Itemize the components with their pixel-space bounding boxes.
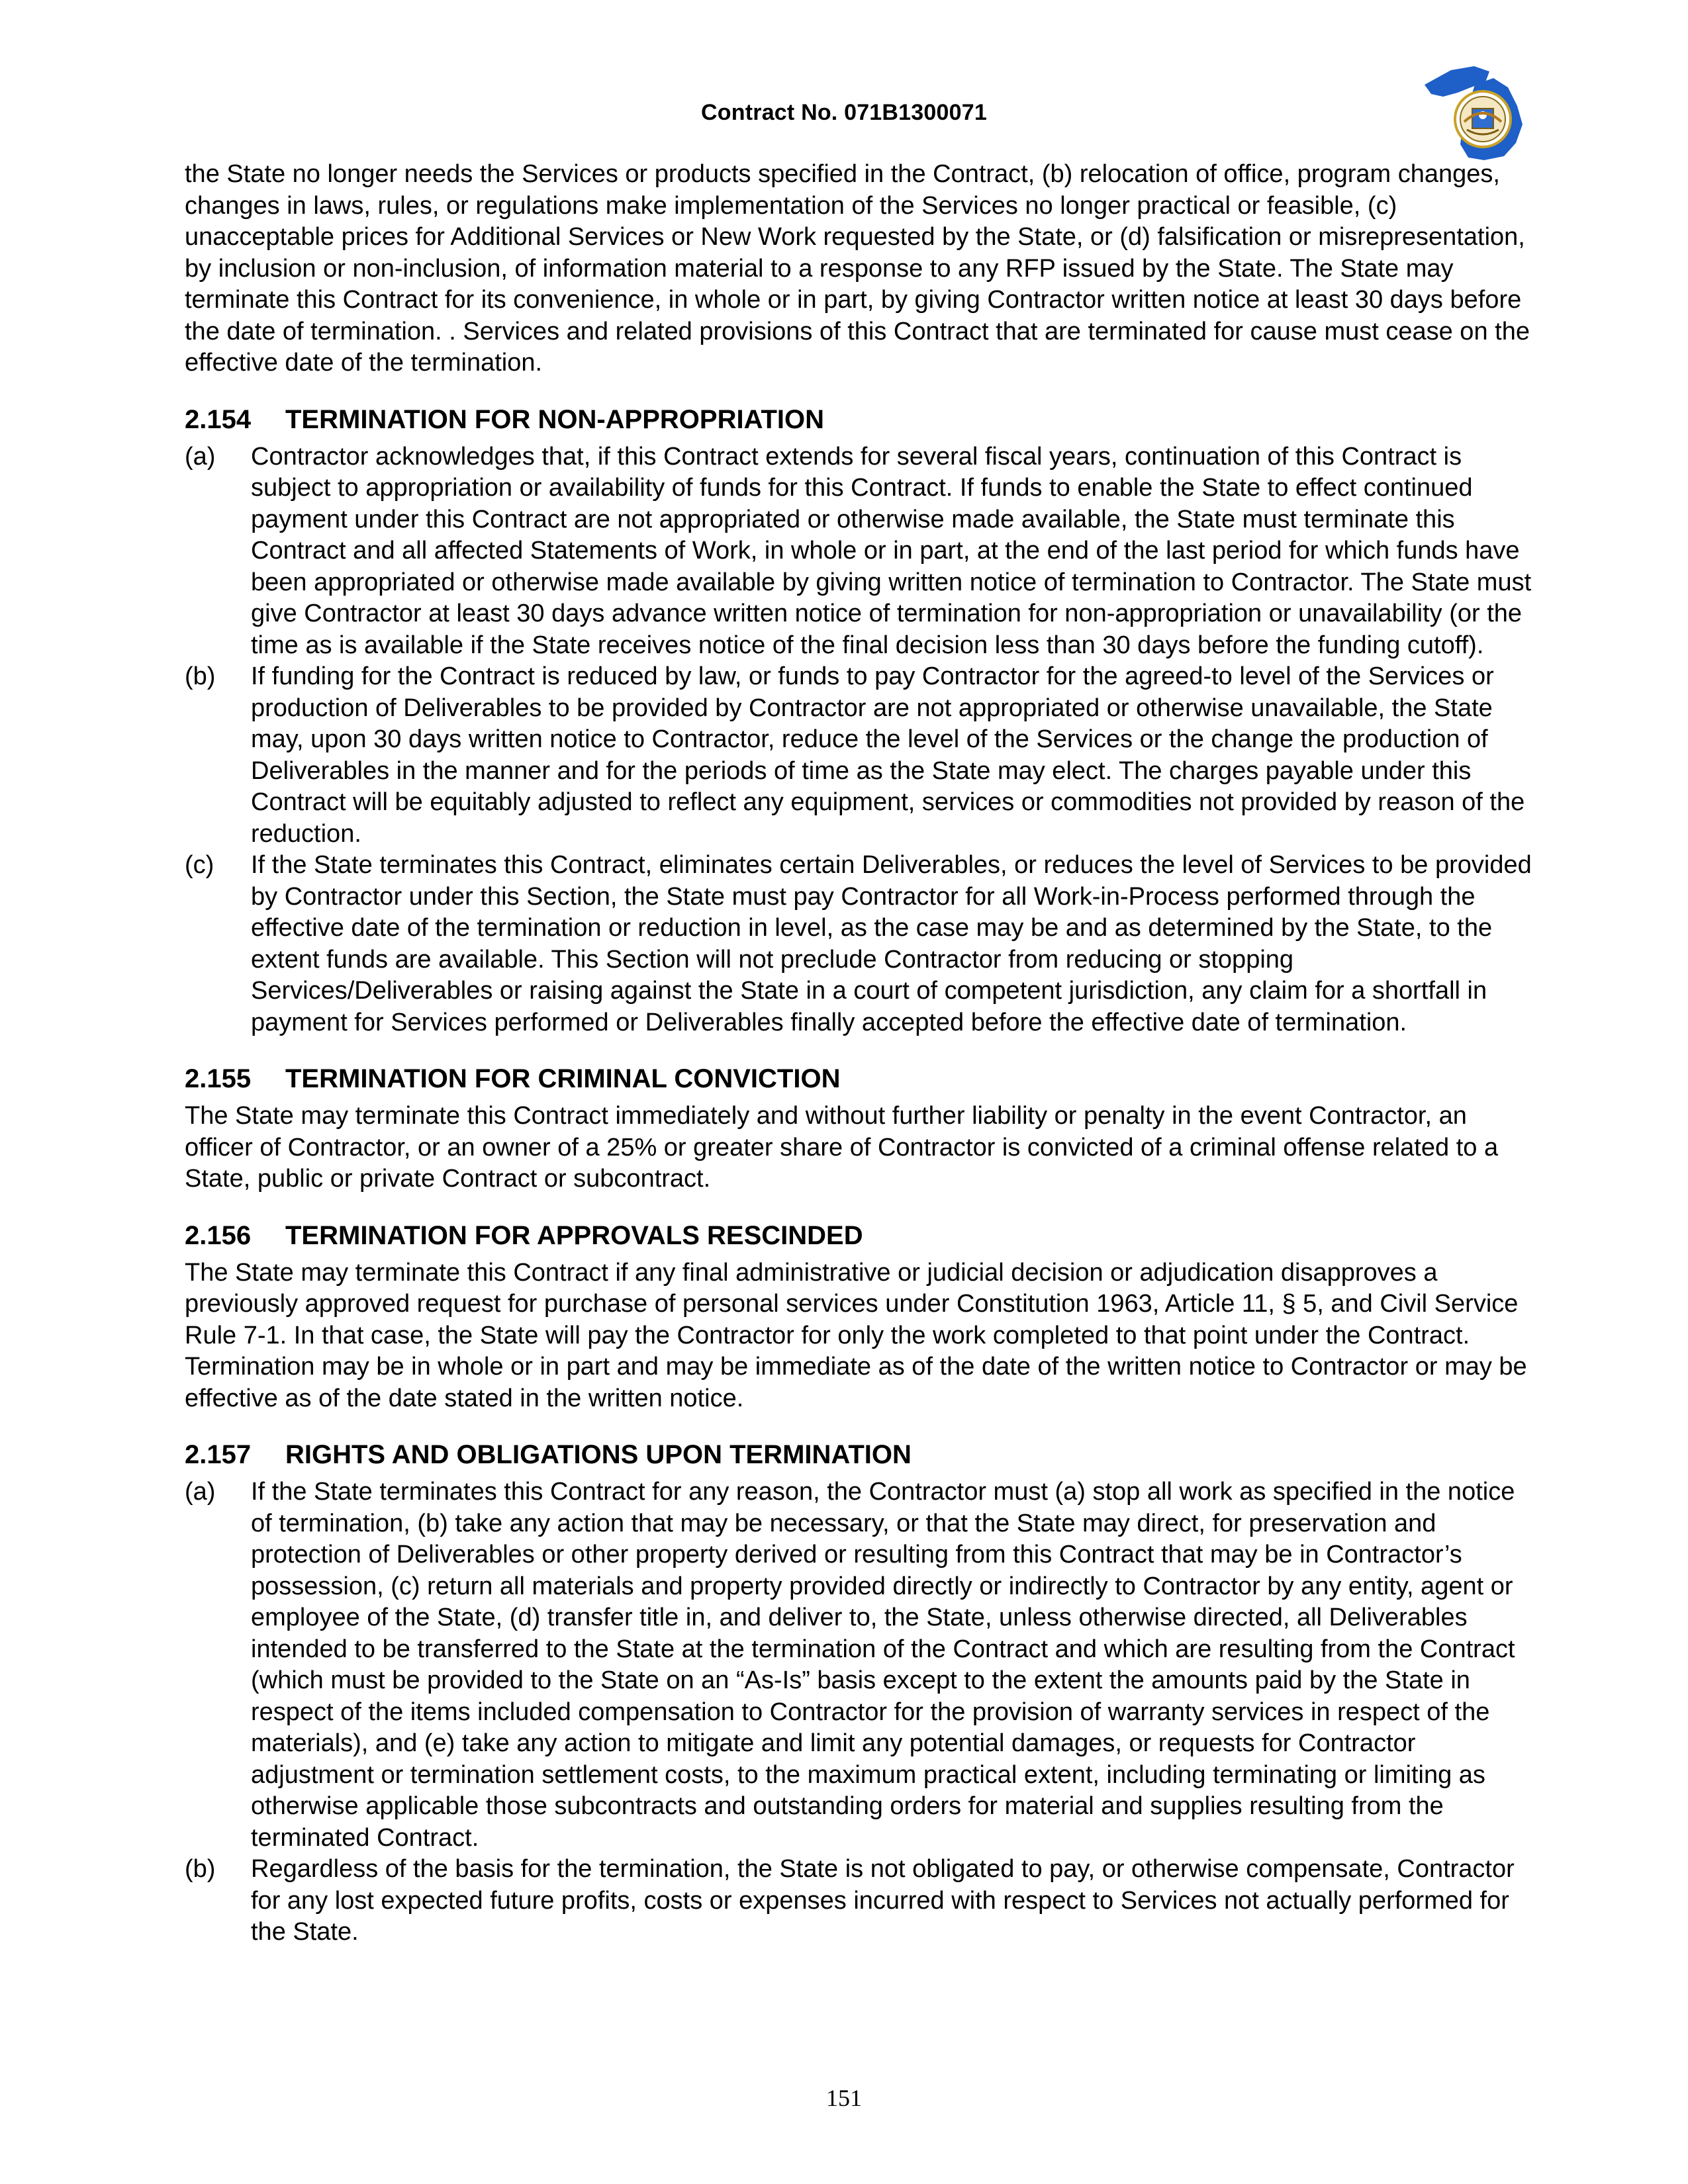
section-title: TERMINATION FOR NON-APPROPRIATION [285, 404, 825, 434]
section-title: TERMINATION FOR APPROVALS RESCINDED [285, 1220, 863, 1250]
section-body: The State may terminate this Contract if any final administrative or judicial decision or adjudication disapproves a previously approved request for purchase of personal services under Constitution 1963, Article 11, § 5, and Civil Service Rule 7-1. In that case, the State will pay the Contractor for only the work completed to that point under the Contract. Termination may be in whole or in part and may be immediate as of the date of the written notice to Contractor or may be effective as of the date stated in the written notice. [185, 1258, 1527, 1412]
list-item-text: Contractor acknowledges that, if this Contract extends for several fiscal years, continuation of this Contract is subject to appropriation or availability of funds for this Contract. If funds to enable the State to effect continued payment under this Contract are not appropriated or otherwise made available, the State must terminate this Contract and all affected Statements of Work, in whole or in part, at the end of the last period for which funds have been appropriated or otherwise made available by giving written notice of termination to Contractor. The State must give Contractor at least 30 days advance written notice of termination for non-appropriation or unavailability (or the time as is available if the State receives notice of the final decision less than 30 days before the funding cutoff). [251, 442, 1532, 659]
list-marker: (a) [185, 442, 216, 471]
list-marker: (b) [185, 1855, 216, 1883]
intro-paragraph: the State no longer needs the Services or products specified in the Contract, (b) relocation of office, program changes, changes in laws, rules, or regulations make implementation of the Services no longer practical or feasible, (c) unacceptable prices for Additional Services or New Work requested by the State, or (d) falsification or misrepresentation, by inclusion or non-inclusion, of information material to a response to any RFP issued by the State. The State may terminate this Contract for its convenience, in whole or in part, by giving Contractor written notice at least 30 days before the date of termination. . Services and related provisions of this Contract that are terminated for cause must cease on the effective date of the termination. [185, 160, 1530, 377]
contract-number-header: Contract No. 071B1300071 [701, 100, 987, 125]
section-heading-2-157 [185, 1438, 1535, 1471]
list-marker: (b) [185, 662, 216, 690]
list-item [185, 1854, 1535, 1948]
list-item [185, 441, 1535, 662]
list-item-text: If the State terminates this Contract for any reason, the Contractor must (a) stop all work as specified in the notice of termination, (b) take any action that may be necessary, or that the State may direct, for preservation and protection of Deliverables or other property derived or resulting from this Contract that may be in Contractor’s possession, (c) return all materials and property provided directly or indirectly to Contractor by any entity, agent or employee of the State, (d) transfer title in, and deliver to, the State, unless otherwise directed, all Deliverables intended to be transferred to the State at the termination of the Contract and which are resulting from the Contract (which must be provided to the State on an “As-Is” basis except to the extent the amounts paid by the State in respect of the items included compensation to Contractor for the provision of warranty services in respect of the materials), and (e) take any action to mitigate and limit any potential damages, or requests for Contractor adjustment or termination settlement costs, to the maximum practical extent, including terminating or limiting as otherwise applicable those subcontracts and outstanding orders for material and supplies resulting from the terminated Contract. [251, 1478, 1515, 1852]
list-item [185, 1477, 1535, 1854]
section-number: 2.154 [185, 404, 252, 434]
list-item-text: Regardless of the basis for the termination, the State is not obligated to pay, or otherwise compensate, Contractor for any lost expected future profits, costs or expenses incurred with respect to Services not actually performed for the State. [251, 1855, 1515, 1946]
contract-body [185, 159, 1535, 1948]
section-body: The State may terminate this Contract immediately and without further liability or penalty in the event Contractor, an officer of Contractor, or an owner of a 25% or greater share of Contractor is convicted of a criminal offense related to a State, public or private Contract or subcontract. [185, 1102, 1499, 1193]
list-item [185, 661, 1535, 850]
section-title: TERMINATION FOR CRIMINAL CONVICTION [285, 1064, 841, 1093]
section-heading-2-156 [185, 1219, 1535, 1252]
section-number: 2.156 [185, 1220, 252, 1250]
section-title: RIGHTS AND OBLIGATIONS UPON TERMINATION [285, 1440, 912, 1469]
list-marker: (a) [185, 1478, 216, 1506]
page-number: 151 [826, 2085, 862, 2111]
list-item-text: If funding for the Contract is reduced by law, or funds to pay Contractor for the agreed-to level of the Services or production of Deliverables to be provided by Contractor are not appropriated or otherwise unavailable, the State may, upon 30 days written notice to Contractor, reduce the level of the Services or the change the production of Deliverables in the manner and for the periods of time as the State may elect. The charges payable under this Contract will be equitably adjusted to reflect any equipment, services or commodities not provided by reason of the reduction. [251, 662, 1525, 848]
section-heading-2-155 [185, 1062, 1535, 1095]
section-heading-2-154 [185, 403, 1535, 436]
list-item [185, 850, 1535, 1038]
list-marker: (c) [185, 851, 214, 879]
michigan-seal-logo [1411, 58, 1528, 163]
section-number: 2.155 [185, 1064, 252, 1093]
section-number: 2.157 [185, 1440, 252, 1469]
list-item-text: If the State terminates this Contract, eliminates certain Deliverables, or reduces the level of Services to be provided by Contractor under this Section, the State must pay Contractor for all Work-in-Process performed through the effective date of the termination or reduction in level, as the case may be and as determined by the State, to the extent funds are available. This Section will not preclude Contractor from reducing or stopping Services/Deliverables or raising against the State in a court of competent jurisdiction, any claim for a shortfall in payment for Services performed or Deliverables finally accepted before the effective date of termination. [251, 851, 1532, 1036]
